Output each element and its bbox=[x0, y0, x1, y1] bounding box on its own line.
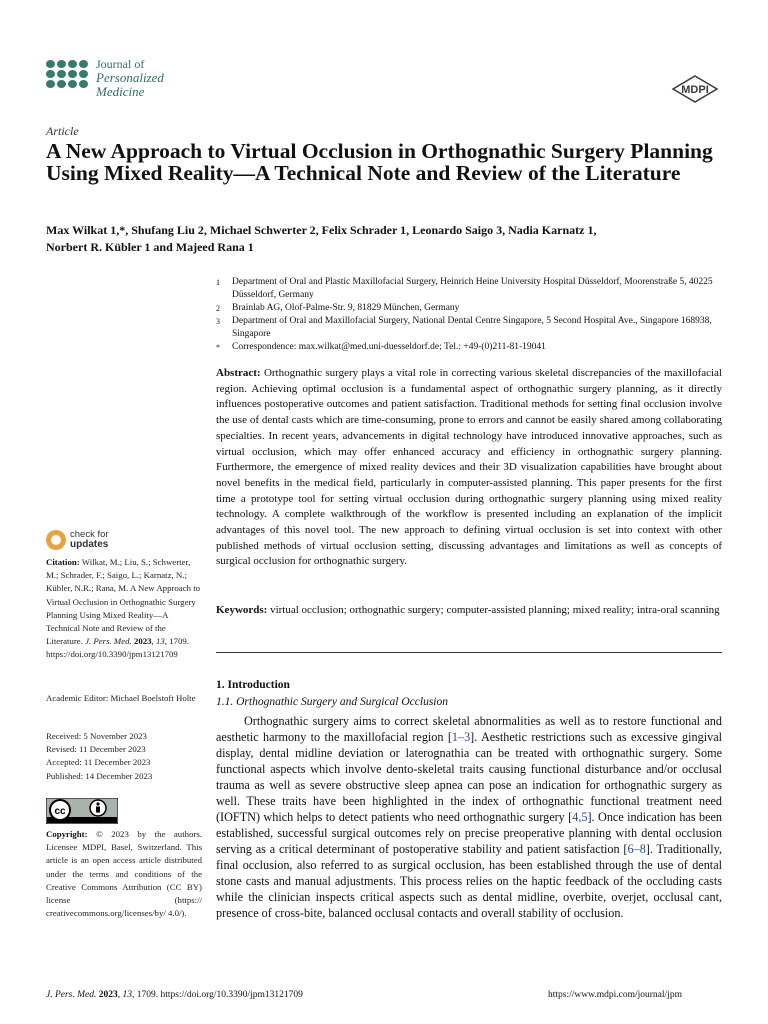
subsection-heading: 1.1. Orthognathic Surgery and Surgical Occlusion bbox=[216, 696, 448, 708]
keywords-label: Keywords: bbox=[216, 604, 268, 616]
keywords bbox=[216, 603, 722, 619]
check-updates-icon bbox=[46, 530, 66, 550]
journal-name bbox=[96, 57, 164, 99]
academic-editor: Academic Editor: Michael Boelstoft Holte bbox=[46, 693, 196, 703]
keywords-text: virtual occlusion; orthognathic surgery; computer-assisted planning; mixed reality; intra-oral scanning bbox=[270, 604, 720, 616]
svg-text:cc: cc bbox=[54, 806, 66, 817]
journal-name-prefix: Journal of bbox=[96, 57, 145, 71]
authors-line-1: Max Wilkat 1,*, Shufang Liu 2, Michael Schwerter 2, Felix Schrader 1, Leonardo Saigo 3, Nadia Karnatz 1, bbox=[46, 223, 597, 237]
correspondence: * Correspondence: max.wilkat@med.uni-duesseldorf.de; Tel.: +49-(0)211-81-19041 bbox=[216, 342, 546, 352]
affiliation-item: 1 Department of Oral and Plastic Maxillofacial Surgery, Heinrich Heine University Hospital Düsseldorf, Moorenstraße 5, 40225 Düsseldorf, Germany bbox=[216, 277, 713, 300]
page-title: A New Approach to Virtual Occlusion in Orthognathic Surgery Planning Using Mixed Reality—A Technical Note and Review of the Literature bbox=[46, 139, 713, 185]
citation-link[interactable]: 6–8 bbox=[627, 842, 646, 856]
journal-logo-icon bbox=[46, 60, 90, 90]
dates: Received: 5 November 2023 Revised: 11 December 2023 Accepted: 11 December 2023 Published: 14 December 2023 bbox=[46, 731, 153, 781]
svg-text:MDPI: MDPI bbox=[681, 84, 709, 96]
mdpi-logo-icon bbox=[670, 75, 720, 103]
citation-link[interactable]: 1–3 bbox=[451, 730, 471, 744]
affiliations bbox=[216, 276, 736, 354]
body-text bbox=[216, 713, 722, 921]
abstract bbox=[216, 366, 722, 570]
citation-link[interactable]: 4,5 bbox=[572, 810, 588, 824]
cc-by-license-icon[interactable] bbox=[46, 798, 118, 824]
authors-line-2: Norbert R. Kübler 1 and Majeed Rana 1 bbox=[46, 240, 254, 254]
journal-name-line1: Personalized bbox=[96, 70, 164, 85]
citation-block: Citation: Wilkat, M.; Liu, S.; Schwerter, M.; Schrader, F.; Saigo, L.; Karnatz, N.; Kübler, N.R.; Rana, M. A New Approach to Virtual Occlusion in Orthognathic Surgery Planning Using Mixed Reality—A Technical Note and Review of the Literature. J. Pers. Med. 2023, 13, 1709. https://doi.org/10.3390/jpm13121709 bbox=[46, 557, 201, 660]
article-type: Article bbox=[46, 124, 79, 138]
footer-citation: J. Pers. Med. 2023, 13, 1709. https://doi.org/10.3390/jpm13121709 bbox=[46, 990, 303, 1000]
copyright: Copyright: © 2023 by the authors. Licensee MDPI, Basel, Switzerland. This article is an open access article distributed under the terms and conditions of the Creative Commons Attribution (CC BY) license (https:// creativecommons.org/licenses/by/ 4.0/). bbox=[46, 829, 203, 919]
check-for-updates-button[interactable]: check for updates bbox=[46, 528, 156, 552]
paragraph: Orthognathic surgery aims to correct skeletal abnormalities as well as to restore functional and aesthetic harmony to the maxillofacial region [1–3]. Aesthetic restrictions such as excessive gingival display, dental midline deviation or laterognathia can be treated with orthognathic surgery. Some functional aspects which involve dento-skeletal traits causing functional disturbance and/or occlusal trauma as well as severe obstructive sleep apnea can pose an indication for orthognathic surgery as well. These traits have been highlighted in the index of orthognathic functional treatment need (IOFTN) which helps to detect patients who need orthognathic surgery [4,5]. Once indication has been established, successful surgical outcomes rely on precise preoperative planning with dental occlusion serving as a critical determinant of postoperative stability and patient satisfaction [6–8]. Traditionally, final occlusion, also referred to as surgical occlusion, has been established through the use of dental stone casts and manual adjustments. This process relies on the haptic feedback of the occluding casts while the clinician inspects critical aspects such as dental midline, overbite, overjet, occlusal cant, presence of cross-bite, balanced occlusal contacts and overall stability of occlusion. bbox=[216, 714, 722, 920]
affiliation-item: 2 Brainlab AG, Olof-Palme-Str. 9, 81829 München, Germany bbox=[216, 303, 460, 313]
affiliation-item: 3 Department of Oral and Maxillofacial Surgery, National Dental Centre Singapore, 5 Second Hospital Ave., Singapore 168938, Singapore bbox=[216, 316, 712, 339]
author-list bbox=[46, 222, 736, 256]
abstract-text: Orthognathic surgery plays a vital role in correcting various skeletal discrepancies of the maxillofacial region. Achieving optimal occlusion is a fundamental aspect of orthognathic surgery planning, as it directly influences postoperative outcomes and patient satisfaction. Traditional methods for setting final occlusion involve the use of dental casts which are time-consuming, prone to errors and cannot be easily shared among collaborating specialties. In recent years, advancements in digital technology have introduced innovative approaches, such as virtual occlusion, which may offer enhanced accuracy and efficiency in orthognathic surgery planning. Furthermore, the emergence of mixed reality devices and their 3D visualization capabilities have brought about novel benefits in the medical field, particularly in computer-assisted planning. This paper presents for the first time a prototype tool for setting virtual occlusion during orthognathic surgery planning using mixed reality technology. A complete walkthrough of the workflow is presented including an explanation of the implicit advantages of this novel tool. The new approach to defining virtual occlusion is set into context with other published methods of virtual occlusion setting, discussing advantages and limitations as well as concepts of surgical occlusion for orthognathic surgery. bbox=[216, 367, 722, 568]
footer-journal-url[interactable]: https://www.mdpi.com/journal/jpm bbox=[548, 990, 682, 1000]
section-heading: 1. Introduction bbox=[216, 679, 290, 691]
abstract-label: Abstract: bbox=[216, 367, 261, 379]
journal-name-line2: Medicine bbox=[96, 84, 145, 99]
divider bbox=[216, 652, 722, 653]
